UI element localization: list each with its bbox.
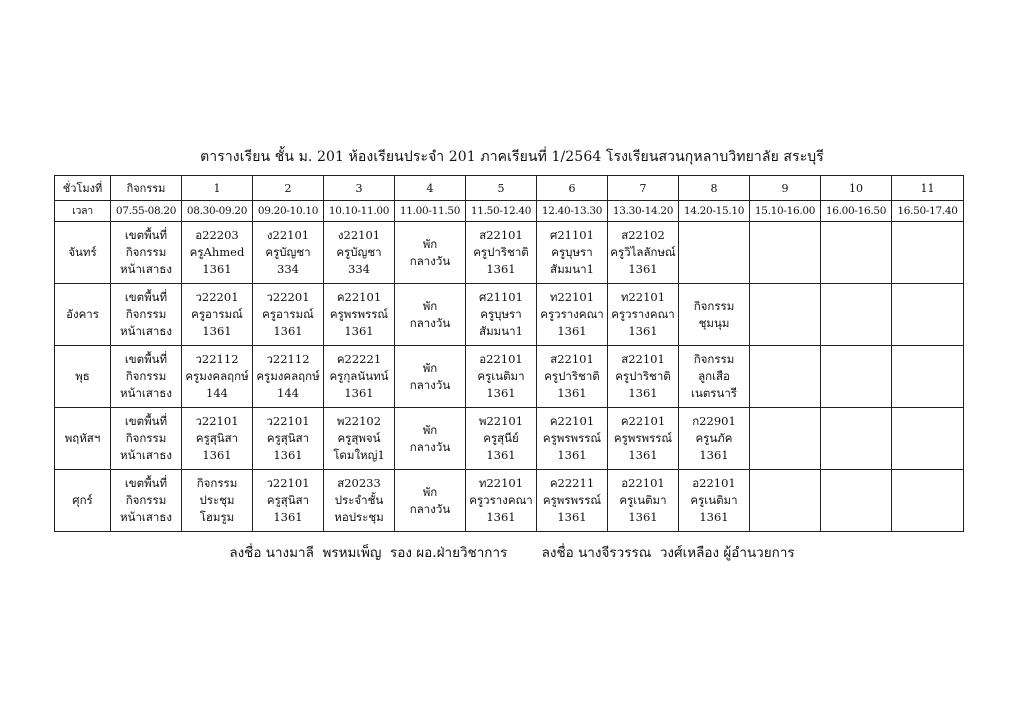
cell-line: พัก [422, 298, 438, 313]
period-cell [253, 346, 324, 408]
period-cell [892, 408, 964, 470]
cell-line: กิจกรรม [125, 431, 167, 445]
day-row [55, 222, 964, 284]
period-cell [892, 470, 964, 532]
period-cell [182, 408, 253, 470]
cell-line: ท22101 [549, 290, 595, 304]
time-slot: 08.30-09.20 [182, 201, 253, 222]
cell-line: 1361 [273, 324, 303, 338]
period-number: 4 [395, 176, 466, 201]
cell-line: 1361 [344, 324, 374, 338]
period-number: 10 [821, 176, 892, 201]
cell-line: อ22101 [621, 476, 665, 490]
cell-line: ส22101 [550, 352, 594, 366]
period-number: 5 [466, 176, 537, 201]
period-cell [679, 284, 750, 346]
period-cell [537, 470, 608, 532]
activity-cell [111, 222, 182, 284]
day-row [55, 284, 964, 346]
cell-line: หน้าเสาธง [120, 386, 172, 400]
cell-line: ครูปาริชาติ [544, 369, 600, 383]
cell-line: ครูบัญชา [336, 245, 382, 259]
period-cell [537, 222, 608, 284]
cell-line: ก22901 [692, 414, 736, 428]
cell-line: ว22101 [266, 476, 310, 490]
signature-footer [0, 541, 1024, 563]
cell-line: 1361 [486, 386, 516, 400]
cell-line: ว22101 [195, 414, 239, 428]
activity-cell [111, 408, 182, 470]
page-title: ตารางเรียน ชั้น ม. 201 ห้องเรียนประจำ 201 ภาคเรียนที่ 1/2564 โรงเรียนสวนกุหลาบวิทยาลัย สระบุรี [200, 149, 824, 165]
cell-line: 1361 [202, 262, 232, 276]
cell-line: กลางวัน [409, 253, 451, 268]
period-cell [466, 284, 537, 346]
period-cell [537, 346, 608, 408]
cell-line: ครูปาริชาติ [615, 369, 671, 383]
cell-line: ง22101 [337, 228, 381, 242]
cell-line: ครูAhmed [189, 245, 245, 259]
cell-line: กลางวัน [409, 439, 451, 454]
activity-cell [111, 470, 182, 532]
cell-line: กิจกรรม [125, 369, 167, 383]
time-slot: 09.20-10.10 [253, 201, 324, 222]
period-cell [395, 408, 466, 470]
cell-line: ประจำชั้น [334, 493, 384, 507]
cell-line: เขตพื้นที่ [124, 414, 168, 428]
cell-line: กลางวัน [409, 501, 451, 516]
cell-line: พัก [422, 360, 438, 375]
cell-line: ครูพรพรรณ์ [329, 307, 389, 321]
period-cell [253, 470, 324, 532]
cell-line: 1361 [557, 448, 587, 462]
cell-line: กลางวัน [409, 315, 451, 330]
cell-line: ค22101 [336, 290, 382, 304]
time-slot: 11.50-12.40 [466, 201, 537, 222]
period-cell [324, 470, 395, 532]
cell-line: ครูเนติมา [690, 493, 738, 507]
period-cell [821, 284, 892, 346]
period-number: 8 [679, 176, 750, 201]
period-cell [466, 222, 537, 284]
cell-line: หน้าเสาธง [120, 448, 172, 462]
cell-line: ส22102 [621, 228, 665, 242]
cell-line: 1361 [628, 324, 658, 338]
cell-line: ครูพรพรรณ์ [542, 431, 602, 445]
time-slot: 14.20-15.10 [679, 201, 750, 222]
time-slot: 16.50-17.40 [892, 201, 964, 222]
day-row [55, 470, 964, 532]
cell-line: สัมมนา1 [479, 324, 523, 338]
period-cell [182, 284, 253, 346]
period-cell [253, 222, 324, 284]
day-name: อังคาร [55, 284, 111, 346]
period-cell [679, 222, 750, 284]
cell-line: เขตพื้นที่ [124, 476, 168, 490]
cell-line: ครูวิไลลักษณ์ [610, 245, 676, 259]
cell-line: อ22101 [479, 352, 523, 366]
period-number: 6 [537, 176, 608, 201]
period-number: 1 [182, 176, 253, 201]
period-cell [253, 408, 324, 470]
period-cell [679, 408, 750, 470]
cell-line: กิจกรรม [125, 245, 167, 259]
cell-line: ศ21101 [550, 228, 594, 242]
header-row [55, 176, 964, 201]
cell-line: เขตพื้นที่ [124, 290, 168, 304]
cell-line: ครูพรพรรณ์ [542, 493, 602, 507]
cell-line: ท22101 [478, 476, 524, 490]
signature-director: ลงชื่อ นางจีรวรรณ วงศ์เหลือง ผู้อำนวยการ [541, 545, 795, 561]
period-number: 2 [253, 176, 324, 201]
day-row [55, 408, 964, 470]
cell-line: กิจกรรม [196, 476, 238, 490]
period-cell [892, 346, 964, 408]
cell-line: 1361 [557, 510, 587, 524]
cell-line: ว22201 [195, 290, 239, 304]
day-row [55, 346, 964, 408]
cell-line: 1361 [628, 262, 658, 276]
cell-line: กิจกรรม [125, 493, 167, 507]
cell-line: ว22101 [266, 414, 310, 428]
period-cell [821, 470, 892, 532]
period-cell [750, 346, 821, 408]
cell-line: 1361 [202, 324, 232, 338]
period-number: 7 [608, 176, 679, 201]
period-cell [892, 284, 964, 346]
day-name: ศุกร์ [55, 470, 111, 532]
period-cell [395, 284, 466, 346]
period-cell [182, 346, 253, 408]
time-slot: 07.55-08.20 [111, 201, 182, 222]
period-number: 9 [750, 176, 821, 201]
period-cell [679, 470, 750, 532]
cell-line: หน้าเสาธง [120, 262, 172, 276]
time-slot: 13.30-14.20 [608, 201, 679, 222]
cell-line: 1361 [699, 448, 729, 462]
period-cell [608, 222, 679, 284]
cell-line: ว22201 [266, 290, 310, 304]
cell-line: ว22112 [195, 352, 239, 366]
cell-line: เขตพื้นที่ [124, 228, 168, 242]
cell-line: ครูวรางคณา [540, 307, 604, 321]
cell-line: ครูสุพจน์ [337, 431, 381, 445]
cell-line: โฮมรูม [199, 510, 235, 524]
cell-line: ค22221 [336, 352, 382, 366]
cell-line: ครูนภัค [695, 431, 733, 445]
cell-line: 334 [348, 262, 370, 276]
cell-line: กลางวัน [409, 377, 451, 392]
period-cell [395, 470, 466, 532]
period-cell [182, 470, 253, 532]
cell-line: ท22101 [620, 290, 666, 304]
cell-line: ว22112 [266, 352, 310, 366]
cell-line: หน้าเสาธง [120, 510, 172, 524]
cell-line: อ22101 [692, 476, 736, 490]
cell-line: 1361 [486, 262, 516, 276]
period-cell [750, 470, 821, 532]
period-cell [466, 408, 537, 470]
cell-line: 1361 [699, 510, 729, 524]
cell-line: ครูสุนิสา [266, 431, 310, 445]
period-cell [395, 222, 466, 284]
period-cell [608, 408, 679, 470]
cell-line: ครูบุษรา [551, 245, 593, 259]
period-cell [892, 222, 964, 284]
cell-line: กิจกรรม [125, 307, 167, 321]
day-name: พฤหัสฯ [55, 408, 111, 470]
cell-line: ส22101 [479, 228, 523, 242]
cell-line: หน้าเสาธง [120, 324, 172, 338]
day-name: พุธ [55, 346, 111, 408]
cell-line: 144 [206, 386, 228, 400]
period-cell [608, 284, 679, 346]
cell-line: กิจกรรม [693, 352, 735, 366]
cell-line: ค22211 [549, 476, 595, 490]
time-slot: 11.00-11.50 [395, 201, 466, 222]
signature-academic-deputy: ลงชื่อ นางมาลี พรหมเพ็ญ รอง ผอ.ฝ่ายวิชาการ [229, 545, 508, 561]
day-name: จันทร์ [55, 222, 111, 284]
cell-line: พ22101 [478, 414, 524, 428]
period-cell [750, 222, 821, 284]
period-cell [395, 346, 466, 408]
cell-line: เนตรนารี [691, 386, 737, 400]
cell-line: ประชุม [199, 493, 235, 507]
cell-line: ค22101 [620, 414, 666, 428]
cell-line: ครูกุลนันทน์ [329, 369, 389, 383]
cell-line: 1361 [557, 386, 587, 400]
period-cell [324, 284, 395, 346]
cell-line: ครูสุนิสา [266, 493, 310, 507]
cell-line: ครูอารมณ์ [262, 307, 314, 321]
cell-line: เขตพื้นที่ [124, 352, 168, 366]
period-cell [466, 346, 537, 408]
cell-line: พัก [422, 236, 438, 251]
period-cell [821, 408, 892, 470]
cell-line: พ22102 [336, 414, 382, 428]
period-number: 11 [892, 176, 964, 201]
period-cell [253, 284, 324, 346]
period-cell [324, 346, 395, 408]
cell-line: สัมมนา1 [550, 262, 594, 276]
period-cell [324, 408, 395, 470]
cell-line: ครูอารมณ์ [191, 307, 243, 321]
cell-line: ครูบุษรา [480, 307, 522, 321]
cell-line: 1361 [628, 510, 658, 524]
period-cell [608, 470, 679, 532]
cell-line: ครูเนติมา [477, 369, 525, 383]
time-slot: 12.40-13.30 [537, 201, 608, 222]
time-label: เวลา [55, 201, 111, 222]
period-cell [537, 408, 608, 470]
cell-line: ศ21101 [479, 290, 523, 304]
cell-line: 1361 [486, 510, 516, 524]
cell-line: อ22203 [195, 228, 239, 242]
cell-line: โดมใหญ่1 [333, 448, 385, 462]
period-cell [324, 222, 395, 284]
time-slot: 15.10-16.00 [750, 201, 821, 222]
cell-line: ค22101 [549, 414, 595, 428]
period-cell [608, 346, 679, 408]
cell-line: พัก [422, 422, 438, 437]
activity-cell [111, 346, 182, 408]
time-slot: 16.00-16.50 [821, 201, 892, 222]
period-number: 3 [324, 176, 395, 201]
cell-line: ครูมงคลฤกษ์ [256, 369, 320, 383]
cell-line: ส22101 [621, 352, 665, 366]
period-cell [821, 222, 892, 284]
period-cell [679, 346, 750, 408]
cell-line: ครูพรพรรณ์ [613, 431, 673, 445]
time-slot: 10.10-11.00 [324, 201, 395, 222]
cell-line: 144 [277, 386, 299, 400]
cell-line: 1361 [628, 386, 658, 400]
cell-line: หอประชุม [334, 510, 384, 524]
cell-line: ครูวรางคณา [611, 307, 675, 321]
cell-line: ส20233 [337, 476, 381, 490]
activity-label: กิจกรรม [111, 176, 182, 201]
cell-line: ลูกเสือ [698, 369, 730, 383]
cell-line: 1361 [273, 510, 303, 524]
cell-line: 1361 [486, 448, 516, 462]
cell-line: ครูมงคลฤกษ์ [185, 369, 249, 383]
cell-line: 1361 [557, 324, 587, 338]
cell-line: ครูสุนีย์ [483, 431, 519, 445]
period-cell [821, 346, 892, 408]
activity-cell [111, 284, 182, 346]
cell-line: ง22101 [266, 228, 310, 242]
period-label: ชั่วโมงที่ [55, 176, 111, 201]
cell-line: ชุมนุม [698, 315, 730, 330]
period-cell [537, 284, 608, 346]
period-cell [466, 470, 537, 532]
period-cell [750, 408, 821, 470]
time-row [55, 201, 964, 222]
cell-line: 334 [277, 262, 299, 276]
cell-line: 1361 [628, 448, 658, 462]
period-cell [750, 284, 821, 346]
cell-line: 1361 [202, 448, 232, 462]
cell-line: 1361 [273, 448, 303, 462]
cell-line: กิจกรรม [693, 298, 735, 313]
cell-line: 1361 [344, 386, 374, 400]
cell-line: ครูวรางคณา [469, 493, 533, 507]
cell-line: ครูสุนิสา [195, 431, 239, 445]
cell-line: ครูเนติมา [619, 493, 667, 507]
cell-line: ครูบัญชา [265, 245, 311, 259]
cell-line: ครูปาริชาติ [473, 245, 529, 259]
schedule-table [54, 175, 964, 532]
cell-line: พัก [422, 484, 438, 499]
period-cell [182, 222, 253, 284]
